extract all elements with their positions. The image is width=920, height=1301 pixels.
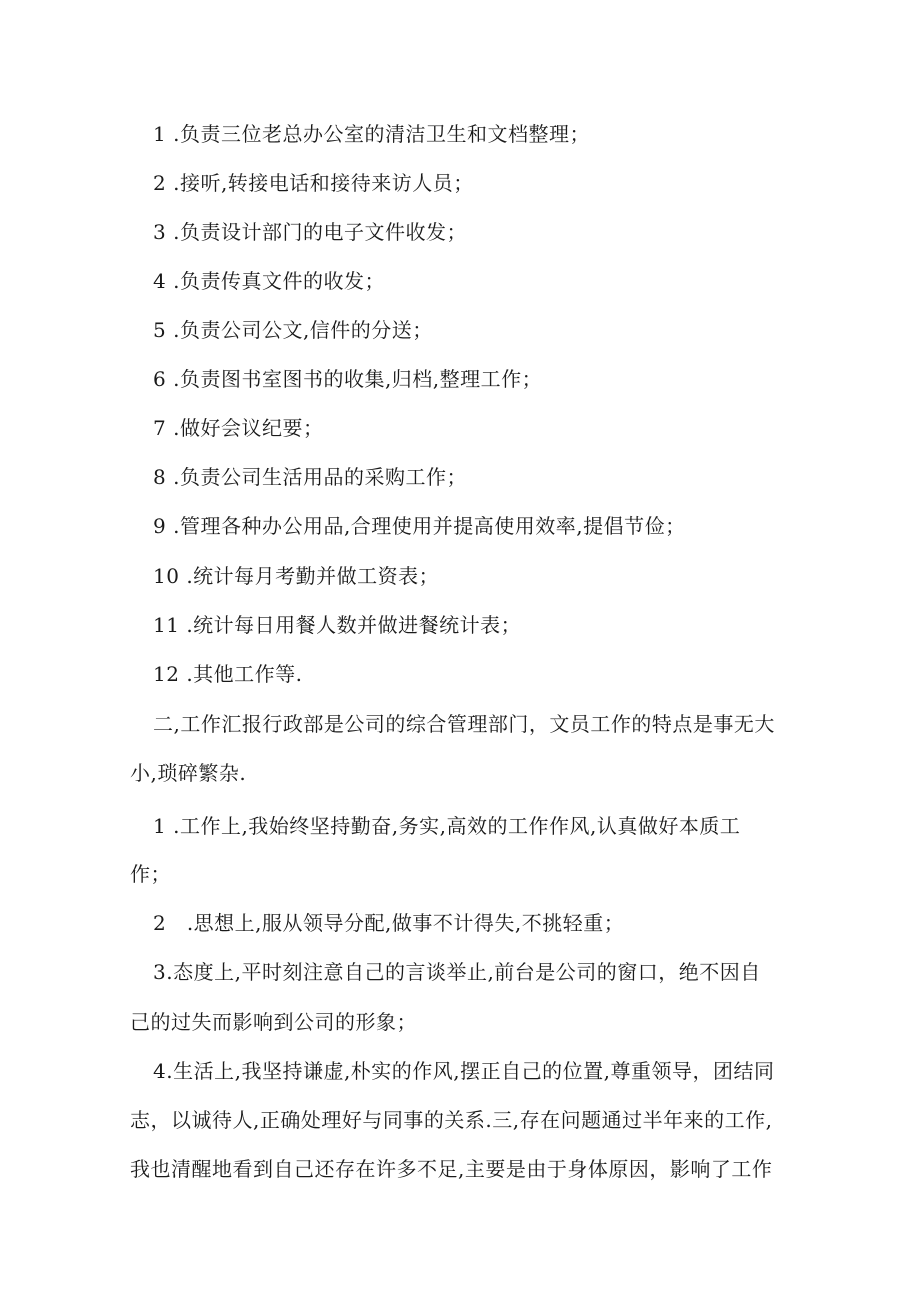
list-number: 3 <box>153 220 167 244</box>
list-text: .思想上,服从领导分配,做事不计得失,不挑轻重； <box>186 911 625 935</box>
list-item <box>153 267 385 295</box>
list-item: 4.生活上,我坚持谦虚,朴实的作风,摆正自己的位置,尊重领导，团结同 <box>153 1059 775 1083</box>
list-text: .负责传真文件的收发； <box>173 269 385 293</box>
list-item <box>153 660 303 688</box>
list-item <box>153 958 761 986</box>
list-text: .工作上,我始终坚持勤奋,务实,高效的工作作风,认真做好本质工 <box>173 814 741 838</box>
list-item <box>153 611 521 639</box>
list-number: 7 <box>153 416 167 440</box>
list-text: .统计每日用餐人数并做进餐统计表； <box>186 613 522 637</box>
list-text: .其他工作等. <box>186 662 303 686</box>
list-item <box>153 218 467 246</box>
list-number: 12 <box>153 662 180 686</box>
list-text: .负责公司公文,信件的分送； <box>173 318 433 342</box>
paragraph-continuation: 小,琐碎繁杂. <box>130 761 247 785</box>
list-number: 8 <box>153 465 167 489</box>
paragraph-continuation: 己的过失而影响到公司的形象； <box>130 1010 417 1034</box>
list-text: .负责三位老总办公室的清洁卫生和文档整理； <box>173 122 590 146</box>
list-item <box>153 463 467 491</box>
section-heading-paragraph: 二,工作汇报行政部是公司的综合管理部门，文员工作的特点是事无大 <box>153 712 775 736</box>
list-number: 5 <box>153 318 167 342</box>
list-text: .负责设计部门的电子文件收发； <box>173 220 467 244</box>
list-number: 2 <box>153 911 167 935</box>
list-number: 1 <box>153 814 167 838</box>
list-item <box>153 169 474 197</box>
paragraph-continuation: 志，以诚待人,正确处理好与同事的关系.三,存在问题通过半年来的工作, <box>130 1108 773 1132</box>
list-item <box>153 909 624 937</box>
list-number: 10 <box>153 564 180 588</box>
list-number: 3 <box>153 960 167 984</box>
list-text: .负责公司生活用品的采购工作； <box>173 465 467 489</box>
paragraph-continuation: 作； <box>130 862 171 886</box>
list-number: 9 <box>153 514 167 538</box>
list-text: .接听,转接电话和接待来访人员； <box>173 171 474 195</box>
list-number: 1 <box>153 122 167 146</box>
list-item <box>153 414 323 442</box>
list-text: .负责图书室图书的收集,归档,整理工作； <box>173 367 543 391</box>
list-number: 4 <box>153 269 167 293</box>
paragraph-continuation: 我也清醒地看到自己还存在许多不足,主要是由于身体原因，影响了工作 <box>130 1157 773 1181</box>
list-text: .管理各种办公用品,合理使用并提高使用效率,提倡节俭； <box>173 514 686 538</box>
list-item <box>153 512 686 540</box>
list-item <box>153 316 433 344</box>
list-item <box>153 812 740 840</box>
list-item <box>153 562 439 590</box>
list-number: 2 <box>153 171 167 195</box>
list-text: .态度上,平时刻注意自己的言谈举止,前台是公司的窗口，绝不因自 <box>166 960 761 984</box>
list-text: .统计每月考勤并做工资表； <box>186 564 440 588</box>
list-number: 11 <box>153 613 180 637</box>
list-item <box>153 365 542 393</box>
list-item <box>153 120 590 148</box>
list-text: .做好会议纪要； <box>173 416 324 440</box>
list-number: 6 <box>153 367 167 391</box>
